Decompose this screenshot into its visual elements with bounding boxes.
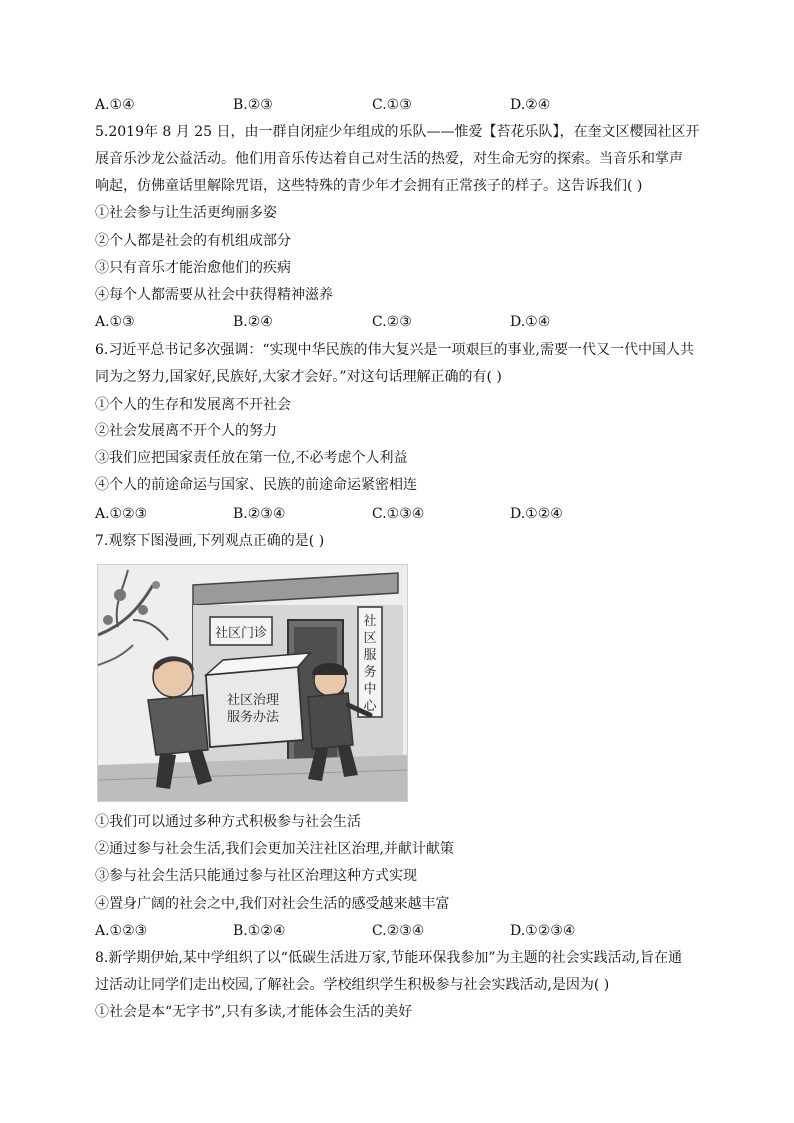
q5-item-1: ①社会参与让生活更绚丽多姿 [95,205,277,221]
q7-item-3: ③参与社会生活只能通过参与社区治理这种方式实现 [95,868,417,884]
q7-item-2: ②通过参与社会生活,我们会更加关注社区治理,并献计献策 [95,841,454,857]
service-center-sign-char: 心 [363,699,377,714]
q8-item-1: ①社会是本“无字书”,只有多读,才能体会生活的美好 [95,1004,413,1020]
community-cartoon [97,564,408,802]
q6-option-d[interactable]: D.①②④ [510,506,563,522]
service-center-sign-char: 区 [363,631,377,646]
q5-item-4: ④每个人都需要从社会中获得精神滋养 [95,287,333,303]
q5-option-c[interactable]: C.②③ [372,314,412,330]
q6-option-a[interactable]: A.①②③ [95,506,148,522]
q6-item-2: ②社会发展离不开个人的努力 [95,423,277,439]
q4-options [95,95,695,115]
q7-option-a[interactable]: A.①②③ [95,923,148,939]
service-center-sign-char: 务 [363,665,377,680]
q7-option-d[interactable]: D.①②③④ [510,923,576,939]
service-center-sign-char: 服 [363,648,377,663]
q5-stem-line-2: 展音乐沙龙公益活动。他们用音乐传达着自己对生活的热爱，对生命无穷的探索。当音乐和掌声 [95,151,683,167]
q4-option-b[interactable]: B.②③ [233,97,273,113]
q7-stem-line-1: 7.观察下图漫画,下列观点正确的是( ) [95,533,325,549]
q6-item-3: ③我们应把国家责任放在第一位,不必考虑个人利益 [95,450,408,466]
q8-stem-line-2: 过活动让同学们走出校园,了解社会。学校组织学生积极参与社会实践活动,是因为( ) [95,977,610,993]
q5-stem-line-3: 响起，仿佛童话里解除咒语，这些特殊的青少年才会拥有正常孩子的样子。这告诉我们( ) [95,178,643,194]
q7-options [95,921,695,941]
q7-item-1: ①我们可以通过多种方式积极参与社会生活 [95,814,361,830]
service-center-sign-char: 社 [363,614,377,629]
q5-item-2: ②个人都是社会的有机组成部分 [95,233,291,249]
q6-stem-line-1: 6.习近平总书记多次强调：“实现中华民族的伟大复兴是一项艰巨的事业,需要一代又一代中国人共 [95,342,694,358]
q4-option-c[interactable]: C.①③ [372,97,412,113]
q5-option-a[interactable]: A.①③ [95,314,135,330]
q8-stem-line-1: 8.新学期伊始,某中学组织了以“低碳生活进万家,节能环保我参加”为主题的社会实践活动,旨在通 [95,950,683,966]
box-label-line-1: 社区治理 [226,693,280,708]
q7-option-c[interactable]: C.②③④ [372,923,425,939]
q5-option-b[interactable]: B.②④ [233,314,273,330]
q6-option-c[interactable]: C.①③④ [372,506,425,522]
q4-option-a[interactable]: A.①④ [95,97,135,113]
q5-item-3: ③只有音乐才能治愈他们的疾病 [95,260,291,276]
box-label-line-2: 服务办法 [226,710,280,725]
q4-option-d[interactable]: D.②④ [510,97,551,113]
q7-item-4: ④置身广阔的社会之中,我们对社会生活的感受越来越丰富 [95,896,450,912]
service-center-sign-char: 中 [363,682,377,697]
q5-options [95,312,695,332]
q7-option-b[interactable]: B.①②④ [233,923,286,939]
q5-option-d[interactable]: D.①④ [510,314,551,330]
q6-item-1: ①个人的生存和发展离不开社会 [95,397,291,413]
q6-item-4: ④个人的前途命运与国家、民族的前途命运紧密相连 [95,477,417,493]
q5-stem-line-1: 5.2019年 8 月 25 日，由一群自闭症少年组成的乐队——惟爱【苔花乐队】，在奎文区樱园社区开 [95,124,700,140]
q6-option-b[interactable]: B.②③④ [233,506,286,522]
clinic-sign-text: 社区门诊 [214,626,268,641]
q6-stem-line-2: 同为之努力,国家好,民族好,大家才会好。”对这句话理解正确的有( ) [95,369,502,385]
q6-options [95,504,695,524]
